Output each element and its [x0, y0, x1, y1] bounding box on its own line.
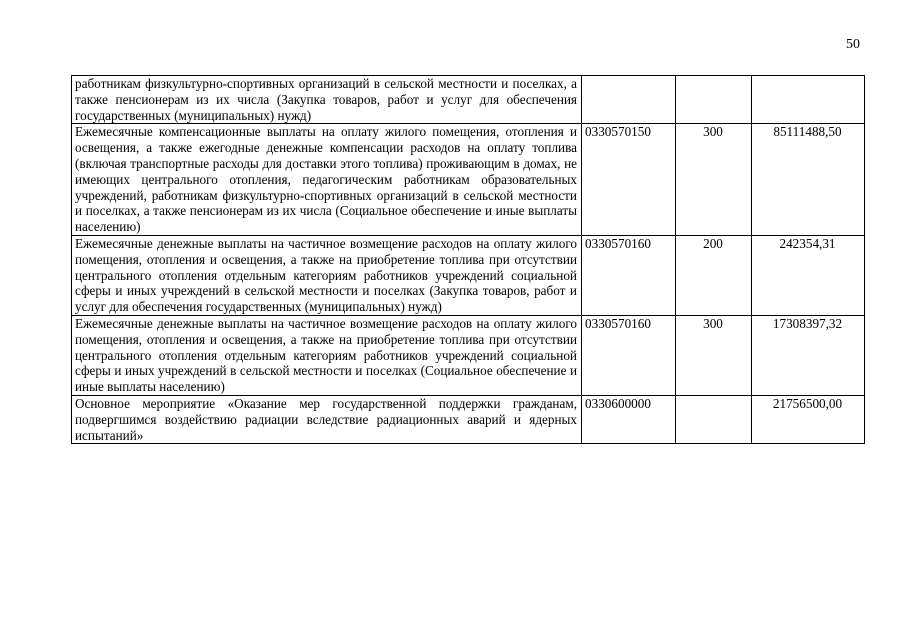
table-row — [72, 76, 865, 124]
row-code-cell: 0330600000 — [582, 395, 676, 443]
row-code-cell — [582, 76, 676, 124]
row-code-cell: 0330570150 — [582, 124, 676, 236]
row-code-cell: 0330570160 — [582, 315, 676, 395]
page-number: 50 — [846, 37, 860, 52]
row-name-cell: Основное мероприятие «Оказание мер государственной поддержки гражданам, подвергшимся воздействию радиации вследствие радиационных аварий и ядерных испытаний» — [72, 395, 582, 443]
row-code-cell: 0330570160 — [582, 235, 676, 315]
table-row — [72, 315, 865, 395]
table-row — [72, 235, 865, 315]
table-row — [72, 395, 865, 443]
row-name-cell: Ежемесячные денежные выплаты на частичное возмещение расходов на оплату жилого помещения, отопления и освещения, а также на приобретение топлива при отсутствии центрального отопления отдельным категориям работников учреждений социальной сферы и иных учреждений в сельской местности и поселках (Социальное обеспечение и иные выплаты населению) — [72, 315, 582, 395]
row-name-cell: Ежемесячные компенсационные выплаты на оплату жилого помещения, отопления и освещения, а также ежегодные денежные компенсации расходов на оплату топлива (включая транспортные расходы для доставки этого топлива) проживающим в домах, не имеющих центрального отопления, педагогическим работникам образовательных учреждений, работникам физкультурно-спортивных организаций в сельской местности и поселках, а также пенсионерам из их числа (Социальное обеспечение и иные выплаты населению) — [72, 124, 582, 236]
row-sum-cell: 85111488,50 — [752, 124, 865, 236]
row-name-cell: работникам физкультурно-спортивных организаций в сельской местности и поселках, а также пенсионерам из их числа (Закупка товаров, работ и услуг для обеспечения государственных (муниципальных) нужд) — [72, 76, 582, 124]
row-type-cell — [676, 76, 752, 124]
row-sum-cell: 21756500,00 — [752, 395, 865, 443]
row-type-cell — [676, 395, 752, 443]
row-sum-cell: 17308397,32 — [752, 315, 865, 395]
row-sum-cell: 242354,31 — [752, 235, 865, 315]
row-sum-cell — [752, 76, 865, 124]
row-name-cell: Ежемесячные денежные выплаты на частичное возмещение расходов на оплату жилого помещения, отопления и освещения, а также на приобретение топлива при отсутствии центрального отопления отдельным категориям работников учреждений социальной сферы и иных учреждений в сельской местности и поселках (Закупка товаров, работ и услуг для обеспечения государственных (муниципальных) нужд) — [72, 235, 582, 315]
row-type-cell: 300 — [676, 315, 752, 395]
budget-table — [71, 75, 865, 444]
row-type-cell: 300 — [676, 124, 752, 236]
row-type-cell: 200 — [676, 235, 752, 315]
table-row — [72, 124, 865, 236]
